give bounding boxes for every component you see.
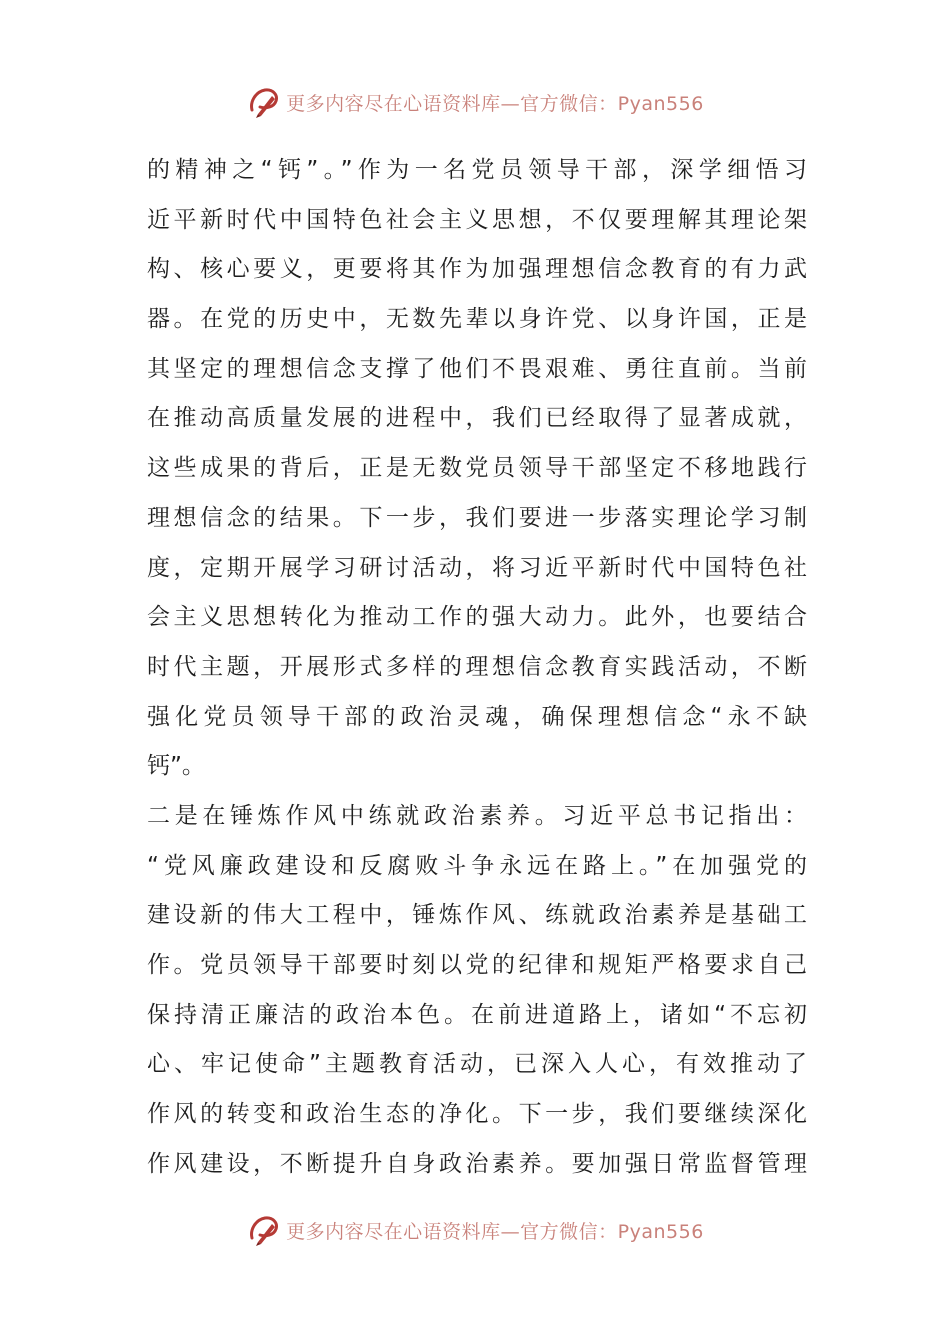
footer-watermark-banner — [0, 1210, 950, 1250]
footer-banner-text: 更多内容尽在心语资料库—官方微信：Pyan556 — [286, 1220, 704, 1243]
body-line: 会主义思想转化为推动工作的强大动力。此外，也要结合 — [147, 604, 807, 631]
body-line: 其坚定的理想信念支撑了他们不畏艰难、勇往直前。当前 — [147, 355, 807, 382]
body-line: 保持清正廉洁的政治本色。在前进道路上，诸如“不忘初 — [147, 1001, 807, 1028]
body-line: 二是在锤炼作风中练就政治素养。习近平总书记指出： — [147, 802, 807, 829]
pen-logo-icon — [246, 1212, 282, 1248]
footer-wechat-id: Pyan556 — [617, 1220, 704, 1243]
body-line: 器。在党的历史中，无数先辈以身许党、以身许国，正是 — [147, 306, 807, 333]
body-line: 构、核心要义，更要将其作为加强理想信念教育的有力武 — [147, 256, 807, 283]
pen-logo-icon — [246, 84, 282, 120]
body-line: 时代主题，开展形式多样的理想信念教育实践活动，不断 — [147, 653, 807, 680]
body-line: 作。党员领导干部要时刻以党的纪律和规矩严格要求自己 — [147, 952, 807, 978]
body-line: 心、牢记使命”主题教育活动，已深入人心，有效推动了 — [147, 1051, 807, 1078]
body-line: 在推动高质量发展的进程中，我们已经取得了显著成就， — [147, 405, 807, 432]
body-line: 理想信念的结果。下一步，我们要进一步落实理论学习制 — [147, 504, 807, 531]
body-line: 近平新时代中国特色社会主义思想，不仅要理解其理论架 — [147, 206, 807, 233]
body-line: 的精神之“钙”。”作为一名党员领导干部，深学细悟习 — [147, 157, 807, 183]
body-line: 建设新的伟大工程中，锤炼作风、练就政治素养是基础工 — [147, 902, 807, 929]
body-line: 钙”。 — [147, 753, 205, 780]
header-watermark-banner — [0, 82, 950, 122]
body-line: “党风廉政建设和反腐败斗争永远在路上。”在加强党的 — [147, 852, 807, 879]
header-banner-text: 更多内容尽在心语资料库—官方微信：Pyan556 — [286, 92, 704, 115]
body-line: 强化党员领导干部的政治灵魂，确保理想信念“永不缺 — [147, 703, 807, 730]
body-line: 度，定期开展学习研讨活动，将习近平新时代中国特色社 — [147, 554, 807, 581]
header-wechat-id: Pyan556 — [617, 92, 704, 115]
document-body — [147, 146, 807, 1189]
body-line: 作风的转变和政治生态的净化。下一步，我们要继续深化 — [147, 1101, 807, 1128]
body-line: 这些成果的背后，正是无数党员领导干部坚定不移地践行 — [147, 455, 807, 482]
body-line: 作风建设，不断提升自身政治素养。要加强日常监督管理 — [147, 1150, 807, 1177]
